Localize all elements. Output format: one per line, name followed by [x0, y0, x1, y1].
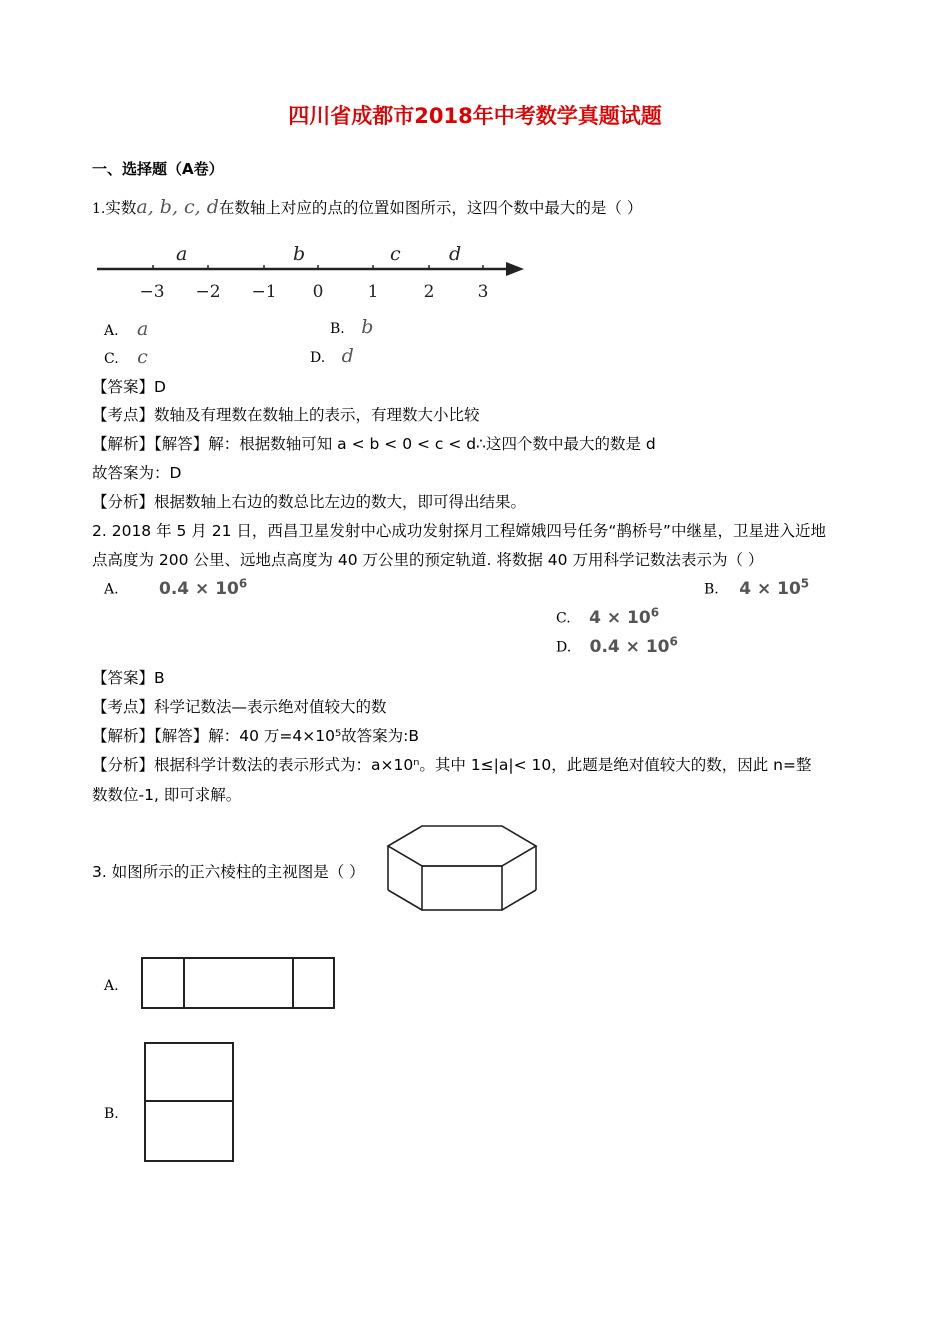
- q2-fenxi-1: 【分析】根据科学计数法的表示形式为：a×10ⁿ。其中 1≤|a|< 10，此题是绝对值较大的数，因此 n=整: [92, 756, 812, 774]
- q3-option-b-figure[interactable]: [143, 1041, 235, 1163]
- option-value: b: [361, 316, 374, 338]
- q1-kaodian: 【考点】数轴及有理数在数轴上的表示，有理数大小比较: [92, 406, 480, 424]
- prism-edge: [502, 890, 536, 910]
- option-letter: D.: [556, 639, 572, 656]
- q1-suffix: 在数轴上对应的点的位置如图所示，这四个数中最大的是（ ）: [218, 199, 643, 217]
- q2-option-d[interactable]: [556, 634, 678, 657]
- option-value: $4 \times 10^5$: [739, 576, 810, 599]
- q1-jiexi-2: 故答案为：D: [92, 464, 182, 482]
- number-line-figure: [92, 238, 532, 304]
- option-letter: A.: [104, 581, 119, 598]
- q2-jiexi: 【解析】【解答】解：40 万=4×10⁵故答案为:B: [92, 727, 420, 745]
- option-value: c: [137, 346, 148, 368]
- prism-top-face: [388, 826, 536, 866]
- q1-stem: [92, 196, 642, 218]
- point-label-c: c: [390, 243, 401, 265]
- point-label-a: a: [176, 243, 188, 265]
- q2-fenxi-2: 数数位-1, 即可求解。: [92, 786, 242, 804]
- point-label-d: d: [449, 243, 462, 265]
- q1-option-d[interactable]: [310, 345, 354, 367]
- tick-label: 1: [367, 282, 379, 302]
- q1-jiexi: 【解析】【解答】解：根据数轴可知 a < b < 0 < c < d∴这四个数中最大的数是 d: [92, 435, 656, 453]
- option-value: $0.4 \times 10^6$: [589, 634, 678, 657]
- q2-option-a[interactable]: [104, 576, 247, 599]
- option-a-outer-rect: [142, 958, 334, 1008]
- q3-option-a-label[interactable]: A.: [104, 978, 119, 994]
- tick-label: 3: [477, 282, 489, 302]
- q1-vars: a, b, c, d: [136, 196, 219, 218]
- tick-label: −2: [195, 282, 221, 302]
- q3-option-b-label[interactable]: B.: [104, 1106, 119, 1122]
- option-value: a: [137, 318, 149, 340]
- q1-number: 1.: [92, 201, 106, 217]
- q1-option-a[interactable]: [104, 318, 148, 340]
- point-label-b: b: [293, 243, 306, 265]
- option-letter: B.: [330, 321, 345, 337]
- option-letter: A.: [104, 323, 119, 339]
- option-letter: C.: [556, 610, 571, 627]
- page-title: 四川省成都市2018年中考数学真题试题: [288, 104, 662, 128]
- q2-stem-line1: 2. 2018 年 5 月 21 日，西昌卫星发射中心成功发射探月工程嫦娥四号任务“鹊桥号”中继星，卫星进入近地: [92, 522, 826, 540]
- option-letter: D.: [310, 350, 326, 366]
- q3-option-a-figure[interactable]: [140, 956, 336, 1010]
- section-heading: 一、选择题（A卷）: [92, 160, 224, 178]
- tick-label: −3: [139, 282, 165, 302]
- prism-edge: [388, 890, 422, 910]
- number-line-arrow: [506, 262, 524, 276]
- tick-label: 2: [423, 282, 435, 302]
- q2-stem-line2: 点高度为 200 公里、远地点高度为 40 万公里的预定轨道. 将数据 40 万用科学记数法表示为（ ）: [92, 551, 764, 569]
- option-letter: C.: [104, 351, 119, 367]
- tick-label: 0: [312, 282, 324, 302]
- hexagonal-prism-figure: [386, 824, 540, 914]
- option-letter: B.: [704, 581, 719, 598]
- q1-prefix: 实数: [105, 199, 137, 217]
- q3-stem: 3. 如图所示的正六棱柱的主视图是（ ）: [92, 863, 365, 881]
- option-value: $4 \times 10^6$: [589, 605, 660, 628]
- q1-answer: 【答案】D: [92, 378, 166, 396]
- tick-label: −1: [251, 282, 277, 302]
- prism-front-face: [422, 866, 502, 910]
- q2-option-c[interactable]: [556, 605, 659, 628]
- q1-option-c[interactable]: [104, 346, 148, 368]
- option-value: $0.4 \times 10^6$: [159, 576, 248, 599]
- option-value: d: [341, 345, 354, 367]
- q1-option-b[interactable]: [330, 316, 373, 338]
- q2-option-b[interactable]: [704, 576, 809, 599]
- q2-kaodian: 【考点】科学记数法—表示绝对值较大的数: [92, 698, 387, 716]
- q1-fenxi: 【分析】根据数轴上右边的数总比左边的数大，即可得出结果。: [92, 493, 527, 511]
- q2-answer: 【答案】B: [92, 669, 165, 687]
